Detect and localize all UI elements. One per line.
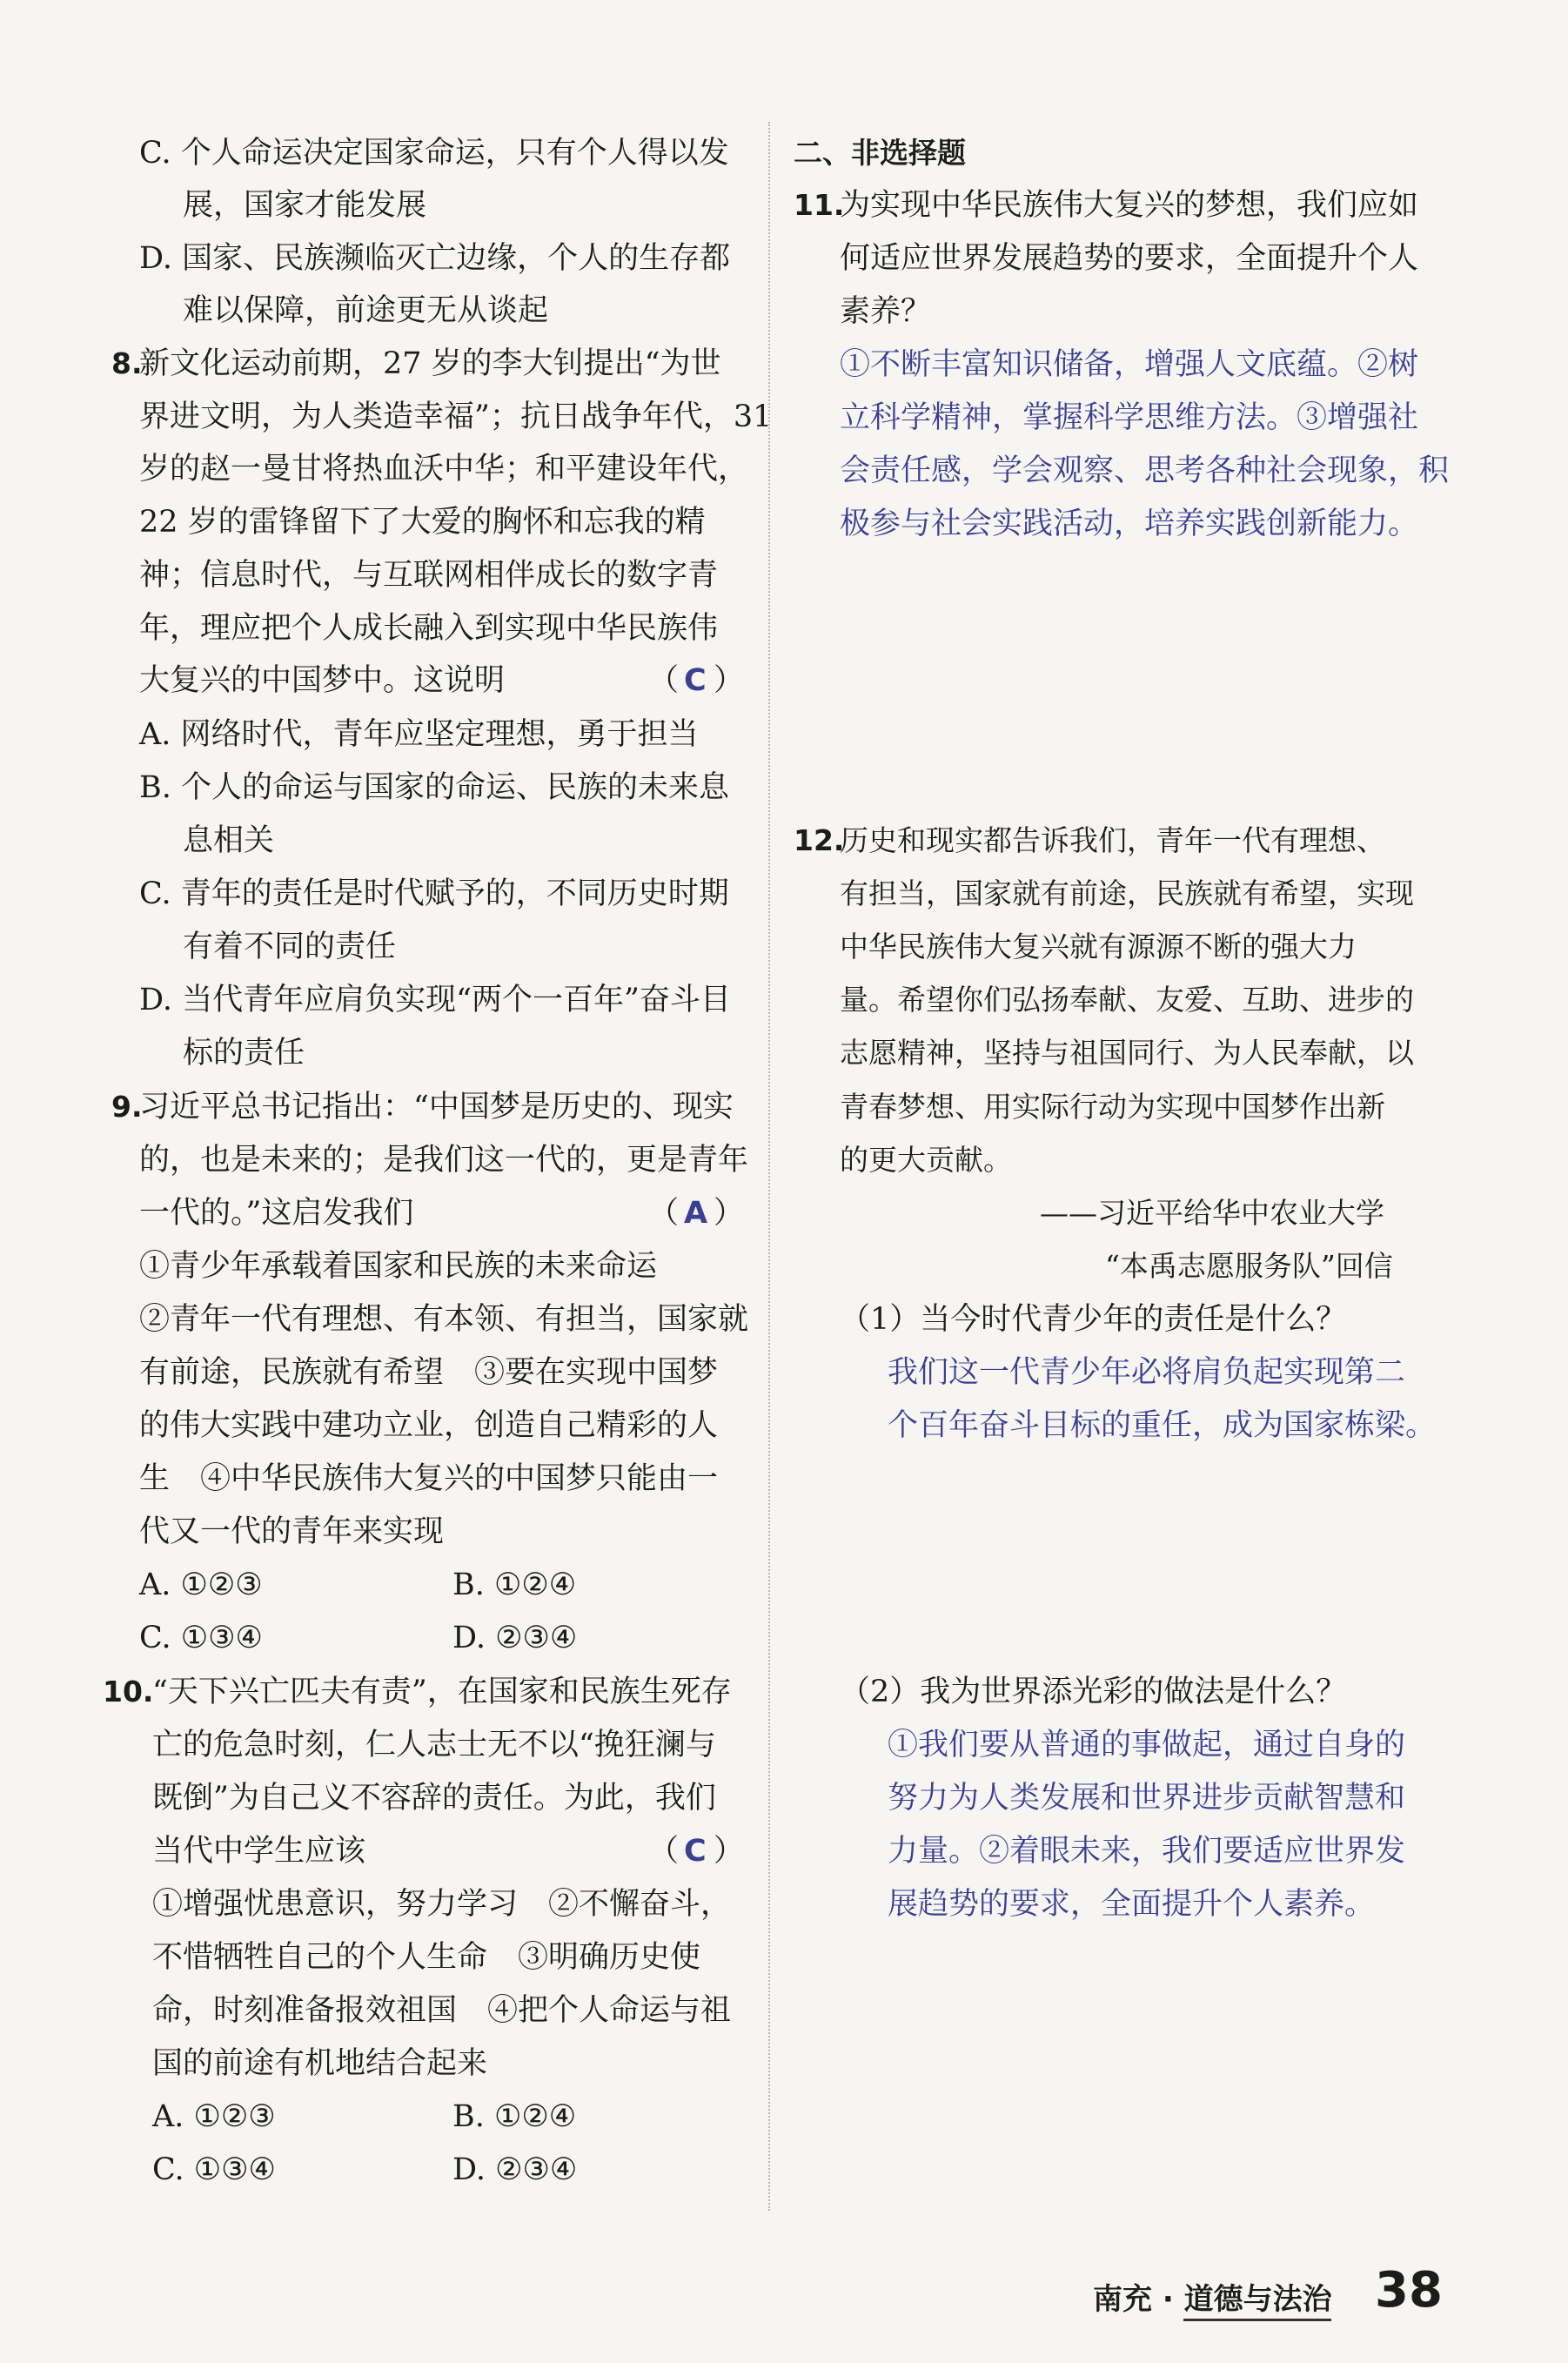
q8-stem-line5: 神；信息时代，与互联网相伴成长的数字青 xyxy=(139,558,719,593)
q8-option-b-line2: 息相关 xyxy=(183,823,275,858)
q9-item-line6: 代又一代的青年来实现 xyxy=(139,1514,445,1549)
q9-stem-line1: 习近平总书记指出：“中国梦是历史的、现实 xyxy=(139,1090,734,1124)
q11-stem-line2: 何适应世界发展趋势的要求，全面提升个人 xyxy=(840,241,1419,276)
q10-stem-line1: “天下兴亡匹夫有责”，在国家和民族生死存 xyxy=(152,1675,732,1709)
q11-number: 11. xyxy=(794,188,845,222)
q10-stem-line4: 当代中学生应该 xyxy=(152,1834,366,1869)
q8-answer: C xyxy=(684,663,707,698)
q12-quote-line1: 历史和现实都告诉我们，青年一代有理想、 xyxy=(840,823,1385,857)
q8-stem-line4: 22 岁的雷锋留下了大爱的胸怀和忘我的精 xyxy=(139,505,706,540)
q10-item-line1: ①增强忧患意识，努力学习 ②不懈奋斗， xyxy=(152,1887,732,1922)
q8-option-c-line2: 有着不同的责任 xyxy=(183,930,397,964)
q10-answer: C xyxy=(684,1834,707,1869)
q7-option-d-line2: 难以保障，前途更无从谈起 xyxy=(183,293,549,328)
q12-quote-line4: 量。希望你们弘扬奉献、友爱、互助、进步的 xyxy=(840,983,1414,1017)
q8-option-d-line2: 标的责任 xyxy=(183,1036,305,1071)
q12-sub2-answer-line1: ①我们要从普通的事做起，通过自身的 xyxy=(888,1728,1406,1762)
q11-answer-line3: 会责任感，学会观察、思考各种社会现象，积 xyxy=(840,453,1450,488)
q8-paren-open: （ xyxy=(648,663,680,698)
q9-number: 9. xyxy=(111,1090,143,1124)
q8-option-b-line1: B. 个人的命运与国家的命运、民族的未来息 xyxy=(139,770,729,805)
q9-item-line1: ①青少年承载着国家和民族的未来命运 xyxy=(139,1249,658,1284)
q7-option-d-line1: D. 国家、民族濒临灭亡边缘，个人的生存都 xyxy=(139,241,731,276)
q11-answer-line2: 立科学精神，掌握科学思维方法。③增强社 xyxy=(840,400,1419,435)
q10-stem-line3: 既倒”为自己义不容辞的责任。为此，我们 xyxy=(152,1781,716,1816)
q9-option-d: D. ②③④ xyxy=(452,1621,578,1655)
q12-sub2-answer-line3: 力量。②着眼未来，我们要适应世界发 xyxy=(888,1834,1406,1869)
q9-option-a: A. ①②③ xyxy=(139,1568,263,1602)
q9-item-line5: 生 ④中华民族伟大复兴的中国梦只能由一 xyxy=(139,1461,719,1496)
q9-item-line4: 的伟大实践中建功立业，创造自己精彩的人 xyxy=(139,1408,719,1443)
q9-paren-close: ） xyxy=(714,1196,745,1231)
q8-stem-line2: 界进文明，为人类造幸福”；抗日战争年代，31 xyxy=(139,399,773,434)
q8-stem-line7: 大复兴的中国梦中。这说明 xyxy=(139,663,506,698)
q9-option-c: C. ①③④ xyxy=(139,1621,263,1655)
q8-paren-close: ） xyxy=(714,663,745,698)
q8-number: 8. xyxy=(111,346,143,380)
q8-option-a: A. 网络时代，青年应坚定理想，勇于担当 xyxy=(139,717,699,752)
q10-stem-line2: 亡的危急时刻，仁人志士无不以“挽狂澜与 xyxy=(152,1728,716,1762)
q10-option-a: A. ①②③ xyxy=(152,2099,276,2134)
q11-answer-line1: ①不断丰富知识储备，增强人文底蕴。②树 xyxy=(840,347,1419,382)
q10-option-d: D. ②③④ xyxy=(452,2152,578,2187)
q8-option-d-line1: D. 当代青年应肩负实现“两个一百年”奋斗目 xyxy=(139,983,731,1017)
q12-quote-line6: 青春梦想、用实际行动为实现中国梦作出新 xyxy=(840,1090,1385,1124)
q12-quote-line7: 的更大贡献。 xyxy=(840,1143,1012,1177)
q11-stem-line3: 素养？ xyxy=(840,294,932,329)
q12-quote-line2: 有担当，国家就有前途，民族就有希望，实现 xyxy=(840,876,1414,910)
q12-sub1-answer-line2: 个百年奋斗目标的重任，成为国家栋梁。 xyxy=(888,1408,1437,1443)
q10-paren-close: ） xyxy=(714,1834,745,1869)
q10-option-c: C. ①③④ xyxy=(152,2152,276,2187)
q8-stem-line6: 年，理应把个人成长融入到实现中华民族伟 xyxy=(139,611,719,646)
q9-paren-open: （ xyxy=(648,1196,680,1231)
q12-quote-line5: 志愿精神，坚持与祖国同行、为人民奉献，以 xyxy=(840,1036,1414,1070)
q8-stem-line3: 岁的赵一曼甘将热血沃中华；和平建设年代， xyxy=(139,452,749,487)
page-number: 38 xyxy=(1375,2262,1443,2319)
q10-paren-open: （ xyxy=(648,1834,680,1869)
q9-item-line2: ②青年一代有理想、有本领、有担当，国家就 xyxy=(139,1302,749,1337)
q12-sub1-question: （1）当今时代青少年的责任是什么？ xyxy=(840,1302,1347,1337)
q7-option-c-line2: 展，国家才能发展 xyxy=(183,188,427,223)
q11-answer-line4: 极参与社会实践活动，培养实践创新能力。 xyxy=(840,507,1419,541)
q9-item-line3: 有前途，民族就有希望 ③要在实现中国梦 xyxy=(139,1355,719,1390)
q10-option-b: B. ①②④ xyxy=(452,2099,577,2134)
q12-source-line1: ——习近平给华中农业大学 xyxy=(1040,1196,1384,1230)
q9-stem-line3: 一代的。”这启发我们 xyxy=(139,1196,414,1231)
q12-sub2-answer-line2: 努力为人类发展和世界进步贡献智慧和 xyxy=(888,1781,1406,1816)
q12-sub2-question: （2）我为世界添光彩的做法是什么？ xyxy=(840,1675,1347,1709)
q10-item-line2: 不惜牺牲自己的个人生命 ③明确历史使 xyxy=(152,1940,701,1975)
q12-number: 12. xyxy=(794,823,845,857)
q10-item-line4: 国的前途有机地结合起来 xyxy=(152,2046,488,2081)
q8-option-c-line1: C. 青年的责任是时代赋予的，不同历史时期 xyxy=(139,876,729,911)
q12-sub2-answer-line4: 展趋势的要求，全面提升个人素养。 xyxy=(888,1887,1376,1922)
q8-stem-line1: 新文化运动前期，27 岁的李大钊提出“为世 xyxy=(139,346,721,381)
footer-subject: 南充 · 道德与法治 xyxy=(1093,2282,1332,2317)
q10-number: 10. xyxy=(103,1675,154,1708)
q9-stem-line2: 的，也是未来的；是我们这一代的，更是青年 xyxy=(139,1143,749,1178)
q7-option-c-line1: C. 个人命运决定国家命运，只有个人得以发 xyxy=(139,136,729,171)
q9-option-b: B. ①②④ xyxy=(452,1568,577,1602)
q9-answer: A xyxy=(684,1196,708,1231)
footer-underline xyxy=(1183,2319,1331,2321)
q12-source-line2: “本禹志愿服务队”回信 xyxy=(1105,1249,1393,1283)
q12-quote-line3: 中华民族伟大复兴就有源源不断的强大力 xyxy=(840,930,1357,963)
q12-sub1-answer-line1: 我们这一代青少年必将肩负起实现第二 xyxy=(888,1355,1406,1390)
q11-stem-line1: 为实现中华民族伟大复兴的梦想，我们应如 xyxy=(840,188,1419,223)
q10-item-line3: 命，时刻准备报效祖国 ④把个人命运与祖 xyxy=(152,1993,732,2028)
section-title: 二、非选择题 xyxy=(794,136,966,170)
